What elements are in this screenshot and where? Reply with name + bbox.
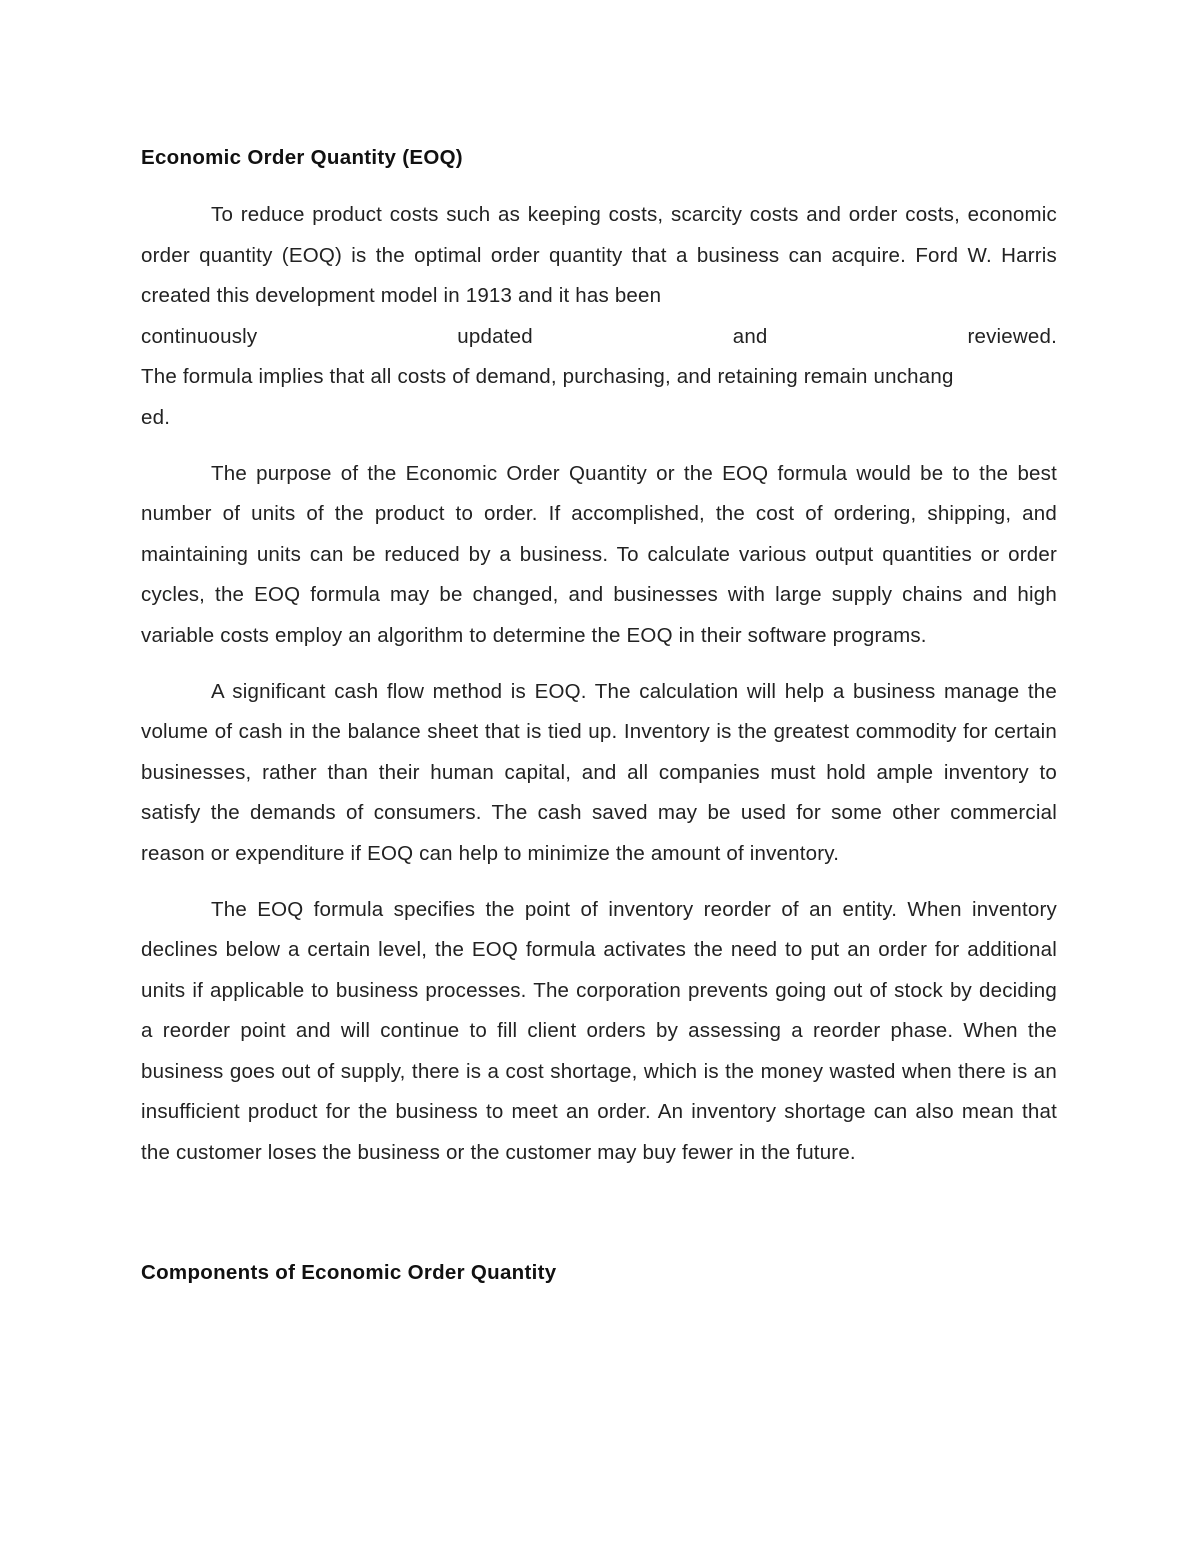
paragraph-eoq-definition-line-2: ed. (141, 405, 171, 429)
paragraph-eoq-definition-line-1: The formula implies that all costs of demand, purchasing, and retaining remain unchang (141, 365, 954, 389)
paragraph-eoq-definition-stretched-line: continuously updated and reviewed. (141, 324, 1057, 348)
document-body (141, 141, 1057, 1290)
paragraph-eoq-definition (141, 195, 1057, 439)
document-title: Economic Order Quantity (EOQ) (141, 146, 463, 169)
paragraph-eoq-cash-flow: A significant cash flow method is EOQ. The calculation will help a business manage the volume of cash in the balance sheet that is tied up. Inventory is the greatest commodity for certain businesses, rather than their human capital, and all companies must hold ample inventory to satisfy the demands of consumers. The cash saved may be used for some other commercial reason or expenditure if EOQ can help to minimize the amount of inventory. (141, 679, 1057, 865)
paragraph-eoq-definition-main: To reduce product costs such as keeping costs, scarcity costs and order costs, economic order quantity (EOQ) is the optimal order quantity that a business can acquire. Ford W. Harris created this development model in 1913 and it has been (141, 203, 1057, 308)
section-heading-components: Components of Economic Order Quantity (141, 1260, 557, 1284)
paragraph-eoq-purpose: The purpose of the Economic Order Quantity or the EOQ formula would be to the best number of units of the product to order. If accomplished, the cost of ordering, shipping, and maintaining units can be reduced by a business. To calculate various output quantities or order cycles, the EOQ formula may be changed, and businesses with large supply chains and high variable costs employ an algorithm to determine the EOQ in their software programs. (141, 461, 1057, 647)
paragraph-eoq-reorder-point: The EOQ formula specifies the point of inventory reorder of an entity. When inventory declines below a certain level, the EOQ formula activates the need to put an order for additional units if applicable to business processes. The corporation prevents going out of stock by deciding a reorder point and will continue to fill client orders by assessing a reorder phase. When the business goes out of supply, there is a cost shortage, which is the money wasted when there is an insufficient product for the business to meet an order. An inventory shortage can also mean that the customer loses the business or the customer may buy fewer in the future. (141, 897, 1057, 1165)
